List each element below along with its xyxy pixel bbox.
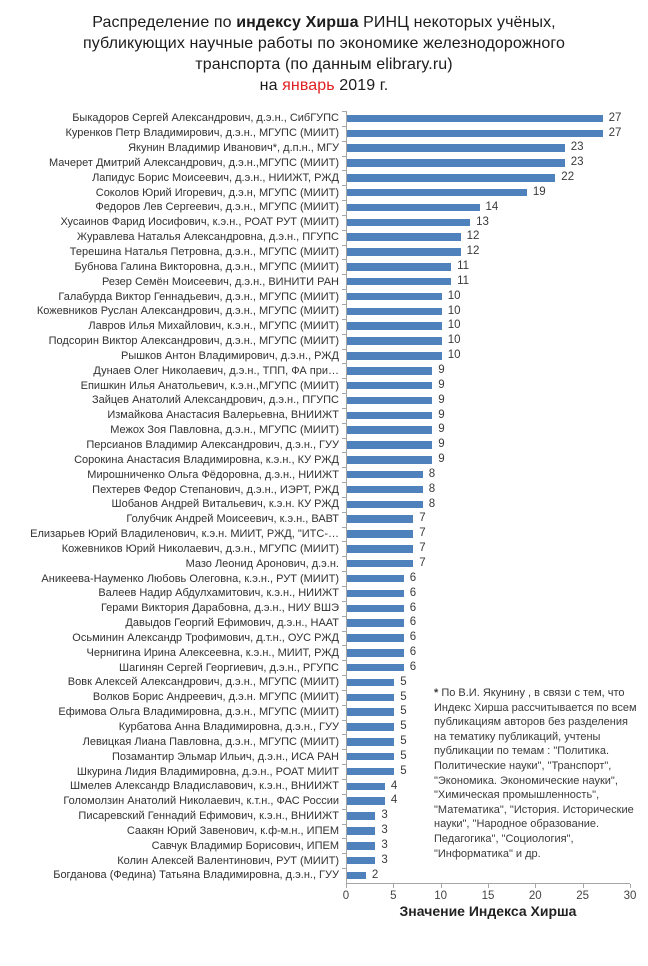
category-label: Ефимова Ольга Владимировна, д.э.н., МГУПС (МИИТ) bbox=[58, 706, 339, 719]
category-label: Епишкин Илья Анатольевич, к.э.н.,МГУПС (МИИТ) bbox=[80, 379, 339, 392]
bar-track bbox=[346, 868, 648, 883]
bar-track bbox=[346, 556, 648, 571]
chart-row bbox=[0, 156, 648, 171]
category-label: Богданова (Федина) Татьяна Владимировна, д.э.н., ГУУ bbox=[53, 869, 339, 882]
value-label: 10 bbox=[447, 289, 461, 302]
bar bbox=[347, 501, 423, 509]
chart-row bbox=[0, 482, 648, 497]
bar bbox=[347, 441, 432, 449]
chart-row bbox=[0, 245, 648, 260]
bar bbox=[347, 397, 432, 405]
bar-track bbox=[346, 156, 648, 171]
value-label: 3 bbox=[381, 839, 388, 852]
category-label: Мирошниченко Ольга Фёдоровна, д.э.н., НИИЖТ bbox=[87, 468, 339, 481]
value-label: 3 bbox=[381, 853, 388, 866]
value-label: 5 bbox=[400, 690, 407, 703]
category-label: Валеев Надир Абдулхамитович, к.э.н., НИИЖТ bbox=[98, 587, 339, 600]
bar bbox=[347, 189, 527, 197]
category-label: Хусаинов Фарид Иосифович, к.э.н., РОАТ РУТ (МИИТ) bbox=[60, 216, 339, 229]
bar bbox=[347, 575, 404, 583]
x-axis-tick bbox=[630, 884, 631, 888]
chart-row bbox=[0, 527, 648, 542]
bar-track bbox=[346, 616, 648, 631]
bar-track bbox=[346, 512, 648, 527]
bar bbox=[347, 293, 442, 301]
category-label: Саакян Юрий Завенович, к.ф-м.н., ИПЕМ bbox=[126, 824, 339, 837]
chart-row bbox=[0, 601, 648, 616]
value-label: 6 bbox=[409, 601, 417, 614]
x-axis-tick-label: 15 bbox=[481, 890, 495, 902]
bar bbox=[347, 486, 423, 494]
value-label: 6 bbox=[409, 571, 417, 584]
title-line-2: публикующих научные работы по экономике железнодорожного bbox=[82, 35, 566, 52]
value-label: 9 bbox=[438, 364, 445, 377]
value-label: 5 bbox=[400, 749, 407, 762]
value-label: 6 bbox=[409, 660, 417, 673]
category-label: Федоров Лев Сергеевич, д.э.н., МГУПС (МИИТ) bbox=[95, 201, 339, 214]
chart-row bbox=[0, 334, 648, 349]
value-label: 5 bbox=[400, 675, 407, 688]
bar bbox=[347, 605, 404, 613]
value-label: 6 bbox=[409, 586, 417, 599]
value-label: 9 bbox=[438, 438, 445, 451]
footnote-annotation bbox=[434, 686, 642, 861]
category-label: Журавлева Наталья Александровна, д.э.н., ПГУПС bbox=[76, 231, 339, 244]
chart-row bbox=[0, 423, 648, 438]
chart-row bbox=[0, 319, 648, 334]
bar bbox=[347, 159, 565, 167]
value-label: 9 bbox=[438, 378, 445, 391]
value-label: 10 bbox=[447, 304, 461, 317]
value-label: 4 bbox=[390, 794, 398, 807]
bar-track bbox=[346, 467, 648, 482]
value-label: 11 bbox=[457, 274, 470, 287]
bar bbox=[347, 872, 366, 880]
x-axis-tick-label: 30 bbox=[623, 890, 637, 902]
bar bbox=[347, 412, 432, 420]
bar-track bbox=[346, 438, 648, 453]
category-label: Шмелев Александр Владиславович, к.э.н., ВНИИЖТ bbox=[70, 780, 339, 793]
x-axis-label: Значение Индекса Хирша bbox=[399, 903, 577, 919]
x-axis-tick bbox=[393, 884, 394, 888]
bar-track bbox=[346, 319, 648, 334]
bar-track bbox=[346, 482, 648, 497]
bar-track bbox=[346, 452, 648, 467]
bar bbox=[347, 471, 423, 479]
value-label: 11 bbox=[457, 260, 470, 273]
category-label: Кожевников Юрий Николаевич, д.э.н., МГУПС (МИИТ) bbox=[61, 542, 339, 555]
value-label: 6 bbox=[409, 631, 417, 644]
category-label: Писаревский Геннадий Ефимович, к.э.н., ВНИИЖТ bbox=[78, 810, 339, 823]
value-label: 27 bbox=[608, 111, 622, 124]
bar bbox=[347, 263, 451, 271]
chart-row bbox=[0, 868, 648, 883]
x-axis-tick-label: 5 bbox=[390, 890, 397, 902]
category-label: Шкурина Лидия Владимировна, д.э.н., РОАТ МИИТ bbox=[76, 765, 339, 778]
value-label: 23 bbox=[570, 141, 584, 154]
category-label: Волков Борис Андреевич, д.э.н. МГУПС (МИИТ) bbox=[92, 691, 339, 704]
value-label: 23 bbox=[570, 156, 584, 169]
bar bbox=[347, 456, 432, 464]
bar bbox=[347, 115, 603, 123]
category-label: Дунаев Олег Николаевич, д.э.н., ТПП, ФА при… bbox=[93, 364, 339, 377]
category-label: Якунин Владимир Иванович*, д.п.н., МГУ bbox=[128, 142, 339, 155]
chart-row bbox=[0, 141, 648, 156]
bar bbox=[347, 530, 413, 538]
category-label: Терешина Наталья Петровна, д.э.н., МГУПС (МИИТ) bbox=[69, 246, 339, 259]
chart-row bbox=[0, 616, 648, 631]
chart-row bbox=[0, 467, 648, 482]
bar-track bbox=[346, 586, 648, 601]
title-line-1: Распределение по индексу Хирша РИНЦ некоторых учёных, bbox=[92, 14, 556, 31]
bar-track bbox=[346, 571, 648, 586]
bar-track bbox=[346, 527, 648, 542]
bar-track bbox=[346, 631, 648, 646]
bar bbox=[347, 827, 375, 835]
chart-row bbox=[0, 556, 648, 571]
x-axis-tick bbox=[441, 884, 442, 888]
bar bbox=[347, 783, 385, 791]
value-label: 10 bbox=[447, 349, 461, 362]
chart-row bbox=[0, 349, 648, 364]
bar bbox=[347, 590, 404, 598]
bar bbox=[347, 634, 404, 642]
value-label: 9 bbox=[438, 423, 445, 436]
bar-track bbox=[346, 408, 648, 423]
value-label: 12 bbox=[466, 230, 480, 243]
value-label: 10 bbox=[447, 319, 461, 332]
x-axis-tick bbox=[488, 884, 489, 888]
bar-track bbox=[346, 274, 648, 289]
chart-row bbox=[0, 393, 648, 408]
bar-track bbox=[346, 363, 648, 378]
title-highlight-month: январь bbox=[282, 77, 335, 94]
chart-row bbox=[0, 230, 648, 245]
x-axis-tick bbox=[583, 884, 584, 888]
category-label: Соколов Юрий Игоревич, д.э.н, МГУПС (МИИТ) bbox=[95, 186, 339, 199]
value-label: 19 bbox=[532, 185, 546, 198]
value-label: 6 bbox=[409, 616, 417, 629]
category-label: Аникеева-Науменко Любовь Олеговна, к.э.н., РУТ (МИИТ) bbox=[41, 572, 339, 585]
bar bbox=[347, 337, 442, 345]
category-label: Резер Семён Моисеевич, д.э.н., ВИНИТИ РАН bbox=[102, 275, 339, 288]
chart-row bbox=[0, 304, 648, 319]
value-label: 12 bbox=[466, 245, 480, 258]
bar-track bbox=[346, 304, 648, 319]
bar-track bbox=[346, 230, 648, 245]
bar bbox=[347, 857, 375, 865]
value-label: 8 bbox=[428, 482, 436, 495]
bar bbox=[347, 768, 394, 776]
category-label: Подсорин Виктор Александрович, д.э.н., МГУПС (МИИТ) bbox=[48, 335, 339, 348]
bar bbox=[347, 352, 442, 360]
chart-row bbox=[0, 571, 648, 586]
value-label: 9 bbox=[438, 393, 445, 406]
value-label: 7 bbox=[419, 512, 426, 525]
bar bbox=[347, 723, 394, 731]
category-label: Шагинян Сергей Георгиевич, д.э.н., РГУПС bbox=[119, 661, 339, 674]
bar bbox=[347, 248, 461, 256]
category-label: Шобанов Андрей Витальевич, к.э.н. КУ РЖД bbox=[111, 498, 339, 511]
bar bbox=[347, 679, 394, 687]
x-axis-tick bbox=[535, 884, 536, 888]
bar bbox=[347, 219, 470, 227]
value-label: 10 bbox=[447, 334, 461, 347]
chart-row bbox=[0, 497, 648, 512]
bar bbox=[347, 797, 385, 805]
chart-row bbox=[0, 274, 648, 289]
bar-track bbox=[346, 349, 648, 364]
category-label: Елизарьев Юрий Владиленович, к.э.н. МИИТ, РЖД, "ИТС-… bbox=[30, 528, 339, 541]
bar-track bbox=[346, 541, 648, 556]
value-label: 8 bbox=[428, 497, 436, 510]
category-label: Давыдов Георгий Ефимович, д.э.н., НААТ bbox=[125, 617, 339, 630]
annotation-asterisk: * bbox=[434, 687, 439, 699]
bar bbox=[347, 812, 375, 820]
value-label: 9 bbox=[438, 408, 445, 421]
category-label: Мачерет Дмитрий Александрович, д.э.н.,МГУПС (МИИТ) bbox=[49, 156, 339, 169]
value-label: 7 bbox=[419, 556, 426, 569]
bar bbox=[347, 382, 432, 390]
bar bbox=[347, 515, 413, 523]
bar-track bbox=[346, 423, 648, 438]
bar-track bbox=[346, 378, 648, 393]
bar bbox=[347, 649, 404, 657]
bar-track bbox=[346, 200, 648, 215]
bar-track bbox=[346, 497, 648, 512]
category-label: Чернигина Ирина Алексеевна, к.э.н., МИИТ, РЖД bbox=[86, 646, 339, 659]
chart-row bbox=[0, 631, 648, 646]
bar bbox=[347, 545, 413, 553]
bar-track bbox=[346, 111, 648, 126]
category-label: Курбатова Анна Владимировна, д.э.н., ГУУ bbox=[118, 721, 339, 734]
x-axis-tick-label: 10 bbox=[434, 890, 448, 902]
bar bbox=[347, 308, 442, 316]
value-label: 7 bbox=[419, 527, 426, 540]
chart-row bbox=[0, 660, 648, 675]
page-title bbox=[0, 12, 648, 96]
chart-row bbox=[0, 215, 648, 230]
chart-row bbox=[0, 289, 648, 304]
title-line-4: на январь 2019 г. bbox=[259, 77, 389, 94]
value-label: 9 bbox=[438, 453, 445, 466]
chart-row bbox=[0, 408, 648, 423]
bar bbox=[347, 842, 375, 850]
category-label: Галабурда Виктор Геннадьевич, д.э.н., МГУПС (МИИТ) bbox=[58, 290, 339, 303]
category-label: Мазо Леонид Аронович, д.э.н. bbox=[185, 557, 339, 570]
bar-track bbox=[346, 185, 648, 200]
value-label: 5 bbox=[400, 735, 407, 748]
chart-row bbox=[0, 541, 648, 556]
category-label: Колин Алексей Валентинович, РУТ (МИИТ) bbox=[117, 854, 339, 867]
bar-track bbox=[346, 215, 648, 230]
bar-track bbox=[346, 601, 648, 616]
chart-row bbox=[0, 200, 648, 215]
category-label: Голомолзин Анатолий Николаевич, к.т.н., ФАС России bbox=[63, 795, 339, 808]
chart-row bbox=[0, 438, 648, 453]
category-label: Савчук Владимир Борисович, ИПЕМ bbox=[151, 839, 339, 852]
bar bbox=[347, 426, 432, 434]
category-label: Позамантир Эльмар Ильич, д.э.н., ИСА РАН bbox=[111, 750, 339, 763]
category-label: Левицкая Лиана Павловна, д.э.н., МГУПС (МИИТ) bbox=[82, 735, 339, 748]
bar-track bbox=[346, 141, 648, 156]
bar-track bbox=[346, 289, 648, 304]
bar-track bbox=[346, 126, 648, 141]
chart-row bbox=[0, 126, 648, 141]
value-label: 5 bbox=[400, 764, 407, 777]
bar-track bbox=[346, 170, 648, 185]
bar-track bbox=[346, 660, 648, 675]
bar bbox=[347, 174, 555, 182]
value-label: 2 bbox=[371, 868, 379, 881]
bar bbox=[347, 753, 394, 761]
bar-track bbox=[346, 645, 648, 660]
value-label: 8 bbox=[428, 467, 436, 480]
chart-row bbox=[0, 586, 648, 601]
x-axis-tick-label: 20 bbox=[528, 890, 542, 902]
bar bbox=[347, 708, 394, 716]
value-label: 22 bbox=[561, 171, 575, 184]
bar bbox=[347, 278, 451, 286]
value-label: 4 bbox=[390, 779, 398, 792]
bar bbox=[347, 322, 442, 330]
bar bbox=[347, 694, 394, 702]
category-label: Вовк Алексей Александрович, д.э.н., МГУПС (МИИТ) bbox=[67, 676, 339, 689]
value-label: 6 bbox=[409, 646, 417, 659]
bar bbox=[347, 619, 404, 627]
chart-row bbox=[0, 185, 648, 200]
category-label: Герами Виктория Дарабовна, д.э.н., НИУ ВШЭ bbox=[100, 602, 339, 615]
bar bbox=[347, 664, 404, 672]
value-label: 3 bbox=[381, 824, 388, 837]
chart-row bbox=[0, 363, 648, 378]
bar-track bbox=[346, 259, 648, 274]
chart-row bbox=[0, 170, 648, 185]
bar bbox=[347, 738, 394, 746]
bar bbox=[347, 204, 480, 212]
category-label: Межох Зоя Павловна, д.э.н., МГУПС (МИИТ) bbox=[110, 424, 339, 437]
title-line-3: транспорта (по данным elibrary.ru) bbox=[195, 56, 453, 73]
category-label: Бубнова Галина Викторовна, д.э.н., МГУПС (МИИТ) bbox=[74, 260, 339, 273]
category-label: Голубчик Андрей Моисеевич, к.э.н., ВАВТ bbox=[126, 513, 339, 526]
category-label: Рышков Антон Владимирович, д.э.н., РЖД bbox=[120, 349, 339, 362]
value-label: 5 bbox=[400, 705, 407, 718]
category-label: Персианов Владимир Александрович, д.э.н., ГУУ bbox=[86, 438, 339, 451]
bar-track bbox=[346, 334, 648, 349]
chart-row bbox=[0, 645, 648, 660]
bar bbox=[347, 560, 413, 568]
value-label: 3 bbox=[381, 809, 388, 822]
category-label: Осьминин Александр Трофимович, д.т.н., ОУС РЖД bbox=[72, 631, 339, 644]
bar bbox=[347, 144, 565, 152]
category-label: Лавров Илья Михайлович, к.э.н., МГУПС (МИИТ) bbox=[88, 320, 339, 333]
chart-row bbox=[0, 378, 648, 393]
bar bbox=[347, 233, 461, 241]
category-label: Сорокина Анастасия Владимировна, к.э.н., КУ РЖД bbox=[74, 453, 339, 466]
category-label: Измайкова Анастасия Валерьевна, ВНИИЖТ bbox=[107, 409, 339, 422]
chart-row bbox=[0, 452, 648, 467]
category-label: Лапидус Борис Моисеевич, д.э.н., НИИЖТ, РЖД bbox=[92, 171, 339, 184]
chart-row bbox=[0, 512, 648, 527]
category-label: Пехтерев Федор Степанович, д.э.н., ИЭРТ, РЖД bbox=[92, 483, 339, 496]
x-axis-tick-label: 25 bbox=[576, 890, 590, 902]
value-label: 27 bbox=[608, 126, 622, 139]
x-axis-tick bbox=[346, 884, 347, 888]
x-axis-tick-label: 0 bbox=[342, 890, 350, 902]
value-label: 7 bbox=[419, 542, 426, 555]
category-label: Быкадоров Сергей Александрович, д.э.н., СибГУПС bbox=[72, 112, 339, 125]
bar-track bbox=[346, 393, 648, 408]
value-label: 5 bbox=[400, 720, 407, 733]
chart-row bbox=[0, 111, 648, 126]
bar bbox=[347, 367, 432, 375]
bar-track bbox=[346, 245, 648, 260]
value-label: 13 bbox=[476, 215, 489, 228]
category-label: Куренков Петр Владимирович, д.э.н., МГУПС (МИИТ) bbox=[65, 127, 339, 140]
value-label: 14 bbox=[485, 200, 499, 213]
bar bbox=[347, 130, 603, 138]
annotation-text: По В.И. Якунину , в связи с тем, что Индекс Хирша рассчитывается по всем публикациям авторов без разделения на тематику публикаций, учтены публикации по темам : "Политика. Политические науки", "Транспорт", "Экономика. Экономические науки", "Химическая промышленность", "Математика", "История. Исторические науки", "Народное образование. Педагогика", "Социология", "Информатика" и др. bbox=[434, 687, 637, 860]
category-label: Кожевников Руслан Александрович, д.э.н., МГУПС (МИИТ) bbox=[36, 305, 339, 318]
category-label: Зайцев Анатолий Александрович, д.э.н., ПГУПС bbox=[91, 394, 339, 407]
chart-row bbox=[0, 259, 648, 274]
